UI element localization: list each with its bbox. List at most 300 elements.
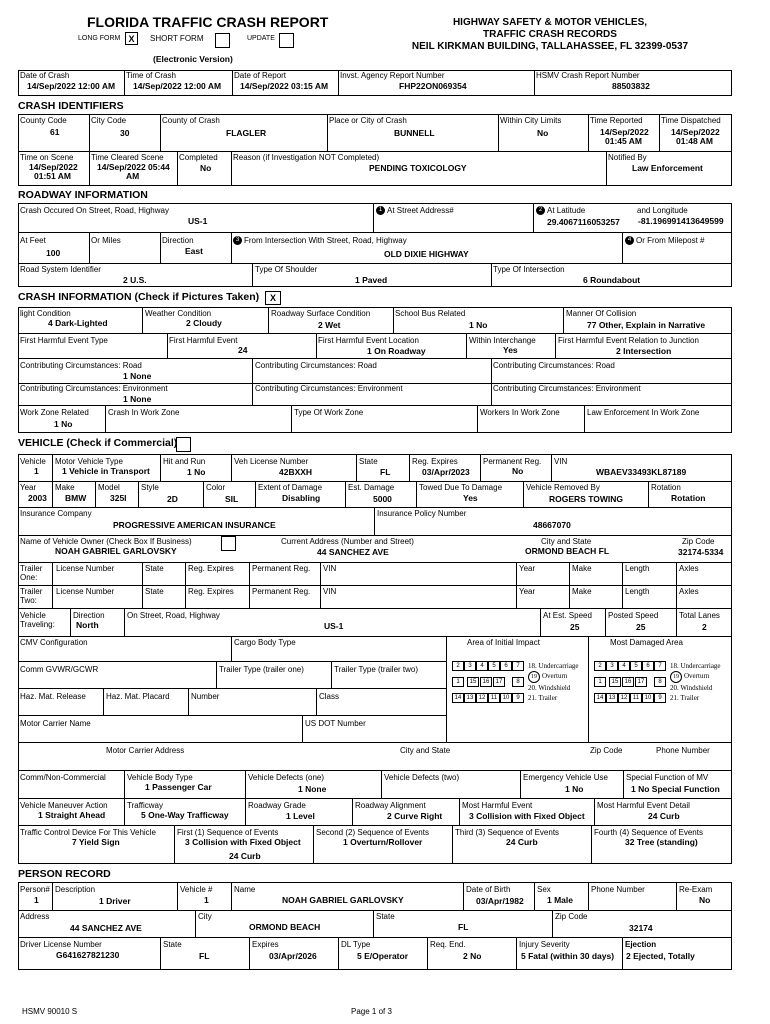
tcd: 7 Yield Sign [72, 837, 120, 847]
reg-exp: 03/Apr/2023 [422, 467, 470, 477]
crash-identifiers-title: CRASH IDENTIFIERS [18, 100, 124, 112]
dl-expires-label: Expires [252, 940, 279, 949]
special-label: Special Function of MV [626, 773, 709, 782]
alignment-label: Roadway Alignment [355, 801, 426, 810]
impact-area-cell[interactable]: 2 [594, 661, 606, 671]
towed: Yes [463, 493, 478, 503]
maneuver-label: Vehicle Maneuver Action [20, 801, 108, 810]
or-miles-label: Or Miles [91, 236, 121, 245]
insurance: PROGRESSIVE AMERICAN INSURANCE [113, 520, 276, 530]
agency-report-number: FHP22ON069354 [399, 81, 467, 91]
school-bus: 1 No [469, 320, 488, 330]
first-harm-label: First Harmful Event [169, 336, 238, 345]
style: 2D [167, 494, 178, 504]
impact-area-cell[interactable]: 16 [480, 677, 492, 687]
weather-label: Weather Condition [145, 309, 212, 318]
county-code: 61 [50, 127, 60, 137]
est-damage: 5000 [373, 494, 392, 504]
impact-area-cell[interactable]: 12 [618, 693, 630, 703]
time-reported-label: Time Reported [590, 116, 643, 125]
trafficway: 5 One-Way Trafficway [141, 810, 229, 820]
place-label: Place or City of Crash [329, 116, 407, 125]
seq2: 1 Overturn/Rollover [343, 837, 423, 847]
posted-speed: 25 [636, 622, 646, 632]
person-state: FL [458, 922, 469, 932]
impact-area-cell[interactable]: 5 [488, 661, 500, 671]
impact-area-cell[interactable]: 13 [606, 693, 618, 703]
at-feet-label: At Feet [20, 236, 46, 245]
impact-area-cell[interactable]: 15 [467, 677, 479, 687]
impact-area-cell[interactable]: 12 [476, 693, 488, 703]
hsmv-number-label: HSMV Crash Report Number [536, 71, 640, 80]
impact-area-cell[interactable]: 13 [464, 693, 476, 703]
vin: WBAEV33493KL87189 [596, 467, 687, 477]
dl-state: FL [199, 951, 210, 961]
legend-trailer: 21. Trailer [528, 694, 558, 702]
legend-overturn-text: Overturn [542, 672, 568, 680]
cc-road-label-2: Contributing Circumstances: Road [255, 361, 377, 370]
impact-legend [670, 661, 721, 703]
initial-impact-diagram[interactable] [450, 659, 586, 739]
update-label: UPDATE [247, 35, 275, 42]
agency-line-3: NEIL KIRKMAN BUILDING, TALLAHASSEE, FL 32399-0537 [411, 41, 689, 52]
road-system-label: Road System Identifier [20, 265, 101, 274]
city-code-label: City Code [91, 116, 127, 125]
dl-state-label: State [163, 940, 182, 949]
crash-wz-label: Crash In Work Zone [108, 408, 180, 417]
grade-label: Roadway Grade [248, 801, 306, 810]
pictures-checkbox[interactable]: X [265, 291, 281, 305]
most-damaged-diagram[interactable] [592, 659, 730, 739]
color-label: Color [206, 483, 226, 492]
carrier-address-label: Motor Carrier Address [106, 746, 185, 755]
impact-area-cell[interactable]: 3 [464, 661, 476, 671]
date-of-report: 14/Sep/2022 03:15 AM [240, 81, 329, 91]
overturn-circle-icon: 19 [670, 671, 682, 683]
emergency-label: Emergency Vehicle Use [523, 773, 608, 782]
ejection-label: Ejection [625, 940, 657, 949]
roadway-title: ROADWAY INFORMATION [18, 189, 148, 201]
junction-label: First Harmful Event Relation to Junction [558, 336, 699, 345]
sex: 1 Male [547, 895, 573, 905]
owner-zip: 32174-5334 [678, 547, 724, 557]
impact-area-cell[interactable]: 2 [452, 661, 464, 671]
dl-expires: 03/Apr/2026 [269, 951, 317, 961]
short-form-label: SHORT FORM [150, 34, 204, 43]
impact-area-cell[interactable]: 6 [500, 661, 512, 671]
trailer2-axles-label: Axles [679, 587, 699, 596]
light-label: light Condition [20, 309, 71, 318]
road-system: 2 U.S. [123, 275, 147, 285]
person-state-label: State [376, 912, 395, 921]
impact-area-cell[interactable]: 5 [630, 661, 642, 671]
owner-address: 44 SANCHEZ AVE [317, 547, 389, 557]
impact-area-cell[interactable]: 11 [630, 693, 642, 703]
shoulder: 1 Paved [355, 275, 388, 285]
county-label: County of Crash [162, 116, 220, 125]
vehicle-state-label: State [359, 457, 378, 466]
insurance-label: Insurance Company [20, 509, 92, 518]
first-harm-loc-label: First Harmful Event Location [318, 336, 419, 345]
make: BMW [65, 493, 87, 503]
type-wz-label: Type Of Work Zone [294, 408, 364, 417]
vehicle-type-label: Motor Vehicle Type [55, 457, 123, 466]
time-cleared-time: AM [126, 171, 140, 181]
intersection-type: 6 Roundabout [583, 275, 641, 285]
work-zone-label: Work Zone Related [20, 408, 89, 417]
crash-street: US-1 [188, 216, 208, 226]
carrier-zip-label: Zip Code [590, 746, 623, 755]
reg-exp-label: Reg. Expires [412, 457, 458, 466]
grade: 1 Level [286, 811, 315, 821]
dob-label: Date of Birth [466, 885, 511, 894]
legend-overturn [528, 671, 579, 683]
hsmv-number: 88503832 [612, 81, 650, 91]
trailer2-reg-label: Reg. Expires [188, 587, 234, 596]
at-street-label: 1 At Street Address# [376, 206, 454, 215]
defects-one: 1 None [298, 784, 327, 794]
business-checkbox[interactable] [221, 536, 236, 551]
legend-undercarriage: 18. Undercarriage [670, 662, 721, 670]
county: FLAGLER [226, 128, 267, 138]
vehicle-title: VEHICLE (Check if Commercial) [18, 437, 178, 449]
time-reported-time: 01:45 AM [605, 136, 643, 146]
seq1: 3 Collision with Fixed Object [185, 837, 301, 847]
city-code: 30 [120, 128, 130, 138]
school-bus-label: School Bus Related [395, 309, 466, 318]
owner-zip-label: Zip Code [682, 537, 715, 546]
on-street-label: On Street, Road, Highway [127, 611, 220, 620]
impact-area-cell[interactable]: 6 [642, 661, 654, 671]
intersection-type-label: Type Of Intersection [493, 265, 565, 274]
carrier-city-label: City and State [400, 746, 451, 755]
policy-label: Insurance Policy Number [377, 509, 467, 518]
description-label: Description [55, 885, 96, 894]
owner-address-label: Current Address (Number and Street) [281, 537, 414, 546]
plate: 42BXXH [279, 467, 313, 477]
special-function: 1 No Special Function [631, 784, 720, 794]
dl-type: 5 E/Operator [357, 951, 409, 961]
and-longitude-label: and Longitude [637, 206, 688, 215]
hazmat-label: Haz. Mat. Release [20, 692, 86, 701]
hit-run: 1 No [187, 467, 206, 477]
seq3: 24 Curb [506, 837, 538, 847]
trailer-two-type-label: Trailer Type (trailer two) [334, 665, 419, 674]
trailer1-axles-label: Axles [679, 564, 699, 573]
date-of-crash-label: Date of Crash [20, 71, 70, 80]
dl-type-label: DL Type [341, 940, 371, 949]
long-form-checkbox[interactable]: X [125, 32, 138, 45]
person-city: ORMOND BEACH [249, 922, 321, 932]
perm-reg: No [512, 466, 524, 476]
lanes-label: Total Lanes [679, 611, 720, 620]
year: 2003 [28, 493, 47, 503]
impact-area-cell[interactable]: 15 [609, 677, 621, 687]
impact-legend [528, 661, 579, 703]
trailer1-length-label: Length [625, 564, 650, 573]
time-on-scene-time: 01:51 AM [34, 171, 72, 181]
vehicle-num: 1 [34, 466, 39, 476]
trailer2-length-label: Length [625, 587, 650, 596]
vehicle-num-label: Vehicle [20, 457, 46, 466]
speed-label: At Est. Speed [543, 611, 592, 620]
crash-street-label: Crash Occured On Street, Road, Highway [20, 206, 169, 215]
surface-label: Roadway Surface Condition [271, 309, 371, 318]
policy: 48667070 [533, 520, 571, 530]
impact-area-cell[interactable]: 7 [654, 661, 666, 671]
trailer1-make-label: Make [572, 564, 592, 573]
speed: 25 [570, 622, 580, 632]
impact-area-cell[interactable]: 9 [512, 693, 524, 703]
body-type-label: Vehicle Body Type [127, 773, 193, 782]
impact-area-cell[interactable]: 1 [594, 677, 606, 687]
time-reported-date: 14/Sep/2022 [600, 127, 649, 137]
date-of-crash: 14/Sep/2022 12:00 AM [27, 81, 116, 91]
person-city-label: City [198, 912, 212, 921]
step-2-icon: 2 [536, 206, 545, 215]
completed-label: Completed [179, 153, 218, 162]
legend-windshield: 20. Windshield [670, 684, 713, 692]
impact-area-cell[interactable]: 10 [500, 693, 512, 703]
page-number: Page 1 of 3 [351, 1007, 392, 1016]
time-of-crash-label: Time of Crash [126, 71, 176, 80]
most-damaged-label: Most Damaged Area [610, 638, 683, 647]
removed-label: Vehicle Removed By [526, 483, 600, 492]
impact-area-cell[interactable]: 7 [512, 661, 524, 671]
step-3-icon: 3 [233, 236, 242, 245]
electronic-version: (Electronic Version) [153, 54, 233, 64]
reason-label: Reason (if Investigation NOT Completed) [233, 153, 380, 162]
work-zone: 1 No [54, 419, 73, 429]
most-harm-detail-label: Most Harmful Event Detail [597, 801, 690, 810]
tcd-label: Traffic Control Device For This Vehicle [20, 828, 156, 837]
req-end-label: Req. End. [430, 940, 466, 949]
impact-area-cell[interactable]: 10 [642, 693, 654, 703]
lanes: 2 [702, 622, 707, 632]
person-zip: 32174 [629, 923, 653, 933]
first-harm: 24 [238, 345, 248, 355]
ejection: 2 Ejected, Totally [626, 951, 695, 961]
person-vehicle-label: Vehicle # [180, 885, 213, 894]
most-harm-detail: 24 Curb [648, 811, 680, 821]
impact-area-cell[interactable]: 9 [654, 693, 666, 703]
placard-label: Haz. Mat. Placard [106, 692, 170, 701]
at-latitude-label: 2 At Latitude [536, 206, 585, 215]
gvwr-label: Comm GVWR/GCWR [20, 665, 99, 674]
cc-road-label-1: Contributing Circumstances: Road [20, 361, 142, 370]
towed-label: Towed Due To Damage [419, 483, 503, 492]
vehicle-state: FL [380, 467, 391, 477]
phone-label: Phone Number [591, 885, 645, 894]
place: BUNNELL [394, 128, 435, 138]
travel-direction-label: Direction [73, 611, 105, 620]
date-of-report-label: Date of Report [234, 71, 287, 80]
short-form-checkbox[interactable] [215, 33, 230, 48]
vehicle-type: 1 Vehicle in Transport [62, 466, 150, 476]
perm-reg-label: Permanent Reg. [483, 457, 542, 466]
reason: PENDING TOXICOLOGY [369, 163, 467, 173]
time-dispatched-time: 01:48 AM [676, 136, 714, 146]
person-vehicle: 1 [204, 895, 209, 905]
county-code-label: County Code [20, 116, 67, 125]
damage-label: Extent of Damage [258, 483, 323, 492]
impact-area-cell[interactable]: 3 [606, 661, 618, 671]
trailer-two-label: Trailer Two: [20, 587, 43, 605]
legend-windshield: 20. Windshield [528, 684, 571, 692]
vin-label: VIN [554, 457, 568, 466]
defects-two-label: Vehicle Defects (two) [384, 773, 460, 782]
model: 325I [110, 493, 127, 503]
junction: 2 Intersection [616, 346, 672, 356]
impact-area-cell[interactable]: 16 [622, 677, 634, 687]
city-limits: No [537, 128, 549, 138]
seq3-label: Third (3) Sequence of Events [455, 828, 560, 837]
traveling-label: Vehicle Traveling: [20, 611, 55, 629]
update-checkbox[interactable] [279, 33, 294, 48]
style-label: Style [141, 483, 159, 492]
commercial-checkbox[interactable] [176, 437, 191, 452]
collision-label: Manner Of Collision [566, 309, 637, 318]
time-dispatched-date: 14/Sep/2022 [671, 127, 720, 137]
seq2-label: Second (2) Sequence of Events [316, 828, 429, 837]
time-cleared-label: Time Cleared Scene [91, 153, 164, 162]
impact-area-cell[interactable]: 17 [635, 677, 647, 687]
seq1-label: First (1) Sequence of Events [177, 828, 279, 837]
impact-area-cell[interactable]: 4 [476, 661, 488, 671]
rotation-label: Rotation [651, 483, 681, 492]
interchange: Yes [503, 345, 518, 355]
initial-impact-label: Area of Initial Impact [467, 638, 540, 647]
manner-of-collision: 77 Other, Explain in Narrative [587, 320, 706, 330]
cc-env-label-2: Contributing Circumstances: Environment [255, 384, 403, 393]
first-harm-type-label: First Harmful Event Type [20, 336, 108, 345]
person-name: NOAH GABRIEL GARLOVSKY [282, 895, 404, 905]
time-dispatched-label: Time Dispatched [661, 116, 721, 125]
injury: 5 Fatal (within 30 days) [521, 951, 615, 961]
plate-label: Veh License Number [234, 457, 309, 466]
rotation: Rotation [671, 493, 706, 503]
trailer2-vin-label: VIN [323, 587, 337, 596]
long-form-label: LONG FORM [78, 35, 121, 42]
step-4-icon: 4 [625, 236, 634, 245]
removed-by: ROGERS TOWING [549, 494, 623, 504]
dob: 03/Apr/1982 [476, 896, 524, 906]
trafficway-label: Trafficway [127, 801, 164, 810]
shoulder-label: Type Of Shoulder [255, 265, 318, 274]
trailer1-state-label: State [145, 564, 164, 573]
at-feet: 100 [46, 248, 61, 258]
impact-area-cell[interactable]: 8 [654, 677, 666, 687]
color: SIL [225, 494, 239, 504]
comm-label: Comm/Non-Commercial [20, 773, 106, 782]
person-address: 44 SANCHEZ AVE [70, 923, 142, 933]
alignment: 2 Curve Right [387, 811, 443, 821]
owner-label: Name of Vehicle Owner (Check Box If Business) [20, 537, 192, 546]
trailer-one-type-label: Trailer Type (trailer one) [219, 665, 304, 674]
dl-label: Driver License Number [20, 940, 102, 949]
body-type: 1 Passenger Car [145, 782, 212, 792]
trailer-one-label: Trailer One: [20, 564, 43, 582]
step-1-icon: 1 [376, 206, 385, 215]
time-on-scene-label: Time on Scene [20, 153, 74, 162]
most-harm-label: Most Harmful Event [462, 801, 533, 810]
impact-area-cell[interactable]: 1 [452, 677, 464, 687]
weather-condition: 2 Cloudy [186, 318, 222, 328]
legend-trailer: 21. Trailer [670, 694, 700, 702]
hit-run-label: Hit and Run [163, 457, 206, 466]
from-intersection-label: 3 From Intersection With Street, Road, Highway [233, 236, 407, 245]
dl-number: G641627821230 [56, 950, 120, 960]
owner-city: ORMOND BEACH FL [525, 546, 610, 556]
surface-condition: 2 Wet [318, 320, 341, 330]
form-number: HSMV 90010 S [22, 1007, 78, 1016]
city-limits-label: Within City Limits [500, 116, 562, 125]
person-title: PERSON RECORD [18, 868, 111, 880]
person-num-label: Person# [20, 885, 50, 894]
agency-report-label: Invst. Agency Report Number [340, 71, 445, 80]
seq1-detail: 24 Curb [229, 851, 261, 861]
report-title: FLORIDA TRAFFIC CRASH REPORT [87, 14, 329, 30]
longitude: -81.196991413649599 [638, 216, 724, 226]
light-condition: 4 Dark-Lighted [48, 318, 108, 328]
injury-label: Injury Severity [519, 940, 570, 949]
time-cleared-date: 14/Sep/2022 05:44 [97, 162, 170, 172]
impact-area-cell[interactable]: 14 [452, 693, 464, 703]
impact-area-cell[interactable]: 14 [594, 693, 606, 703]
person-address-label: Address [20, 912, 50, 921]
notified: Law Enforcement [632, 163, 703, 173]
legend-overturn-text: Overturn [684, 672, 710, 680]
impact-area-cell[interactable]: 17 [493, 677, 505, 687]
hazmat-number-label: Number [191, 692, 220, 701]
est-damage-label: Est. Damage [348, 483, 395, 492]
trailer2-perm-label: Permanent Reg. [252, 587, 311, 596]
agency-line-2: TRAFFIC CRASH RECORDS [483, 29, 617, 40]
cc-env-label-3: Contributing Circumstances: Environment [493, 384, 641, 393]
impact-area-cell[interactable]: 4 [618, 661, 630, 671]
posted-speed-label: Posted Speed [608, 611, 659, 620]
impact-area-cell[interactable]: 8 [512, 677, 524, 687]
milepost-label: 4 Or From Milepost # [625, 236, 704, 245]
legend-undercarriage: 18. Undercarriage [528, 662, 579, 670]
damage: Disabling [282, 493, 321, 503]
seq4-label: Fourth (4) Sequence of Events [594, 828, 703, 837]
overturn-circle-icon: 19 [528, 671, 540, 683]
from-intersection: OLD DIXIE HIGHWAY [384, 249, 469, 259]
seq4: 32 Tree (standing) [625, 837, 698, 847]
trailer1-reg-label: Reg. Expires [188, 564, 234, 573]
impact-area-cell[interactable]: 11 [488, 693, 500, 703]
hazmat-class-label: Class [319, 692, 340, 701]
completed: No [200, 163, 212, 173]
trailer2-make-label: Make [572, 587, 592, 596]
person-num: 1 [34, 895, 39, 905]
notified-label: Notified By [608, 153, 647, 162]
cc-road-label-3: Contributing Circumstances: Road [493, 361, 615, 370]
trailer2-state-label: State [145, 587, 164, 596]
crash-info-title: CRASH INFORMATION (Check if Pictures Taken) [18, 291, 260, 303]
defects-one-label: Vehicle Defects (one) [248, 773, 325, 782]
person-zip-label: Zip Code [555, 912, 588, 921]
trailer1-year-label: Year [519, 564, 536, 573]
carrier-name-label: Motor Carrier Name [20, 719, 91, 728]
model-label: Model [98, 483, 120, 492]
trailer2-license-label: License Number [56, 587, 115, 596]
time-of-crash: 14/Sep/2022 12:00 AM [133, 81, 222, 91]
cc-road-1: 1 None [123, 371, 152, 381]
trailer1-perm-label: Permanent Reg. [252, 564, 311, 573]
sex-label: Sex [537, 885, 551, 894]
